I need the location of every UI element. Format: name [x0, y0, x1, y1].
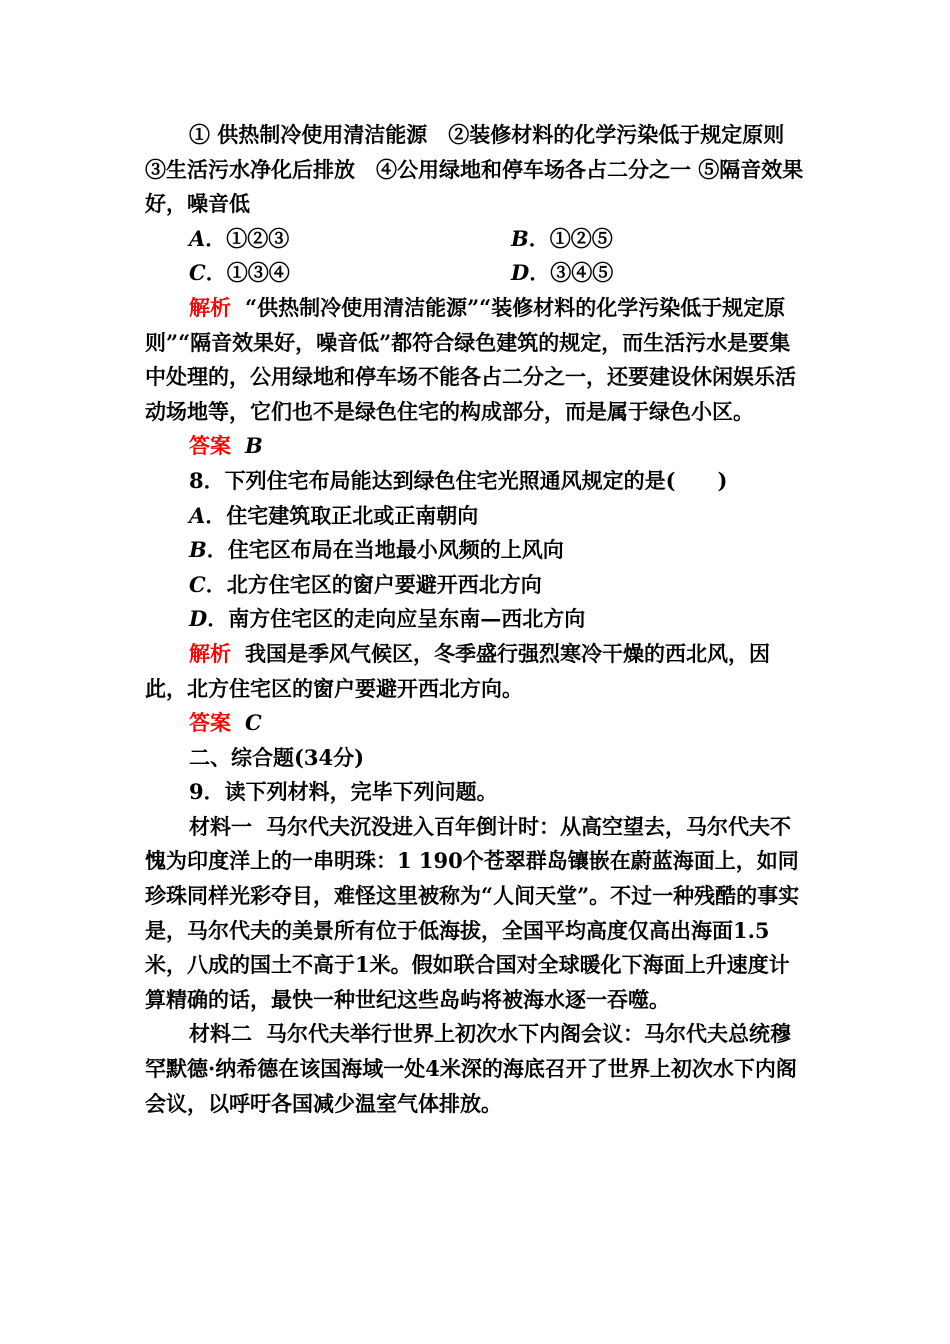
document-body	[145, 118, 810, 1121]
analysis-text: 我国是季风气候区，冬季盛行强烈寒冷干燥的西北风，因此，北方住宅区的窗户要避开西北方向。	[145, 640, 770, 701]
q9-material-1	[145, 810, 810, 1018]
q7-option-d: D．③④⑤	[511, 260, 614, 286]
q7-option-b: B．①②⑤	[511, 225, 613, 251]
answer-label: 答案	[189, 433, 231, 459]
q7-stem: ① 供热制冷使用清洁能源 ②装修材料的化学污染低于规定原则 ③生活污水净化后排放 ④公用绿地和停车场各占二分之一 ⑤隔音效果好，噪音低	[145, 122, 806, 217]
material-2-label: 材料二	[189, 1021, 252, 1047]
answer-label: 答案	[189, 710, 231, 736]
q9-stem: 9．读下列材料，完毕下列问题。	[189, 779, 498, 805]
analysis-label: 解析	[189, 294, 231, 320]
analysis-text: “供热制冷使用清洁能源”“装修材料的化学污染低于规定原则”“隔音效果好，噪音低”都符合绿色建筑的规定，而生活污水是要集中处理的，公用绿地和停车场不能各占二分之一，还要建设休闲娱乐活动场地等，它们也不是绿色住宅的构成部分，而是属于绿色小区。	[145, 294, 796, 424]
answer-value: B	[245, 433, 263, 459]
q7-options-row-1	[145, 222, 810, 257]
material-1-text: 马尔代夫沉没进入百年倒计时：从高空望去，马尔代夫不愧为印度洋上的一串明珠：1 190个苍翠群岛镶嵌在蔚蓝海面上，如同珍珠同样光彩夺目，难怪这里被称为“人间天堂”。不过一种残酷的事实是，马尔代夫的美景所有位于低海拔，全国平均高度仅高出海面1.5米，八成的国土不高于1米。假如联合国对全球暖化下海面上升速度计算精确的话，最快一种世纪这些岛屿将被海水逐一吞噬。	[145, 813, 800, 1012]
q7-answer	[145, 429, 810, 464]
q8-option-b: B．住宅区布局在当地最小风频的上风向	[189, 537, 564, 563]
q7-options-row-2	[145, 256, 810, 291]
section-title: 二、综合题(34分)	[189, 744, 365, 770]
q8-option-d: D．南方住宅区的走向应呈东南—西北方向	[189, 606, 586, 632]
q8-answer	[145, 706, 810, 741]
q8-stem: 8．下列住宅布局能达到绿色住宅光照通风规定的是( )	[189, 467, 728, 493]
q8-option-c: C．北方住宅区的窗户要避开西北方向	[189, 571, 542, 597]
q7-option-c: C．①③④	[189, 260, 290, 286]
material-2-text: 马尔代夫举行世界上初次水下内阁会议：马尔代夫总统穆罕默德·纳希德在该国海域一处4米深的海底召开了世界上初次水下内阁会议，以呼吁各国减少温室气体排放。	[145, 1021, 797, 1116]
q8-option-a: A．住宅建筑取正北或正南朝向	[189, 502, 479, 528]
q9-material-2	[145, 1017, 810, 1121]
material-1-label: 材料一	[189, 813, 252, 839]
answer-value: C	[245, 710, 262, 736]
q8-analysis	[145, 637, 810, 706]
q7-analysis	[145, 291, 810, 429]
analysis-label: 解析	[189, 640, 231, 666]
q7-option-a: A．①②③	[189, 225, 290, 251]
